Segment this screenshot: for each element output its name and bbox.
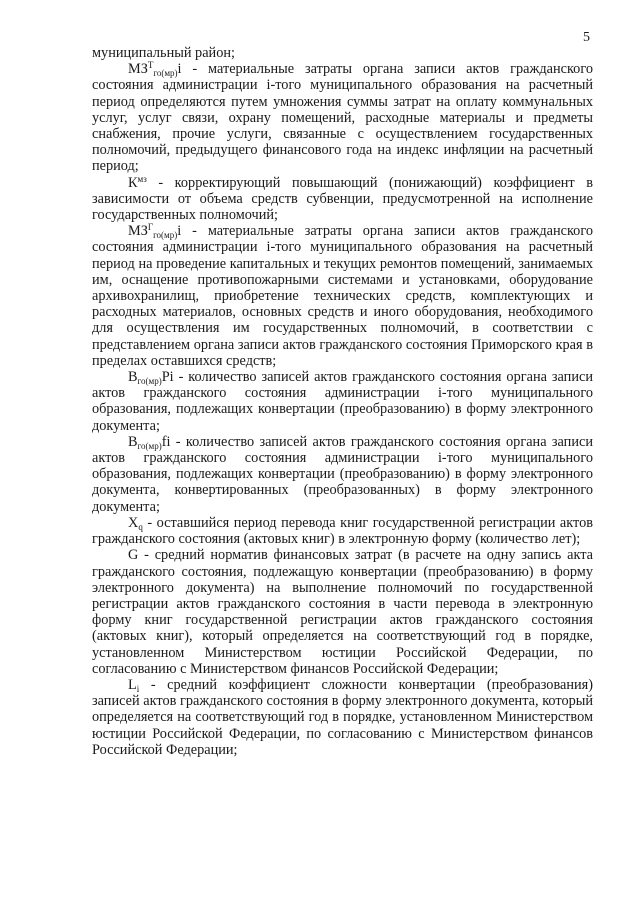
paragraph-8	[92, 677, 593, 758]
symbol-tail: fi	[161, 433, 171, 450]
subscript: го(мр)	[153, 68, 178, 79]
paragraph-7	[92, 547, 593, 677]
symbol: В	[128, 433, 138, 450]
symbol: L	[128, 676, 137, 693]
definition: - средний коэффициент сложности конвертации (преобразования) записей актов гражданского состояния в форму электронного документа, который определяется на соответствующий год в порядке, установленном Министерством юстиции Российской Федерации, по согласованию с Министерством финансов Российской Федерации;	[92, 676, 593, 758]
subscript: i	[136, 683, 140, 694]
subscript: q	[138, 521, 143, 532]
symbol: К	[128, 174, 138, 191]
symbol-tail: i	[177, 61, 182, 78]
symbol-tail: i	[177, 223, 182, 240]
subscript: го(мр)	[137, 440, 162, 451]
symbol: X	[128, 514, 139, 531]
definition: - средний норматив финансовых затрат (в расчете на одну запись акта гражданского состояния, подлежащую конвертации (преобразованию) в форму электронного документа) на выполнение полномочий по государственной регистрации актов гражданского состояния в части перевода в электронную форму книг государственной регистрации актов гражданского состояния (актовых книг), который определяется на соответствующий год в порядке, установленном Министерством юстиции Российской Федерации, по согласованию с Министерством финансов Российской Федерации;	[92, 547, 593, 677]
paragraph-0: муниципальный район;	[92, 45, 235, 61]
body-text	[92, 45, 593, 758]
paragraph-2	[92, 175, 593, 224]
subscript: го(мр)	[137, 376, 162, 387]
symbol: МЗ	[128, 61, 148, 78]
superscript: Г	[147, 222, 154, 233]
definition: - корректирующий повышающий (понижающий) коэффициент в зависимости от объема средств субвенции, предусмотренной на исполнение государственных полномочий;	[92, 174, 593, 224]
paragraph-4	[92, 369, 593, 434]
subscript: го(мр)	[153, 230, 178, 241]
superscript: мз	[137, 173, 147, 184]
symbol-tail: Pi	[161, 369, 174, 386]
definition: - оставшийся период перевода книг государственной регистрации актов гражданского состояния (актовых книг) в электронную форму (количество лет);	[92, 514, 593, 548]
page-number: 5	[583, 30, 590, 45]
paragraph-3	[92, 223, 593, 369]
symbol: МЗ	[128, 223, 148, 240]
paragraph-1	[92, 61, 593, 174]
definition: - материальные затраты органа записи актов гражданского состояния администрации i-того муниципального образования на расчетный период на проведение капитальных и текущих ремонтов помещений, занимаемых им, оснащение противопожарными системами и установками, оборудование архивохранилищ, приобретение технических средств, комплектующих и расходных материалов, основных средств и иного оборудования, необходимого для осуществления им государственных полномочий, в соответствии с представлением органа записи актов гражданского состояния Приморского края в пределах оставшихся средств;	[92, 223, 593, 369]
paragraph-5	[92, 434, 593, 515]
symbol: В	[128, 369, 138, 386]
symbol: G	[128, 547, 139, 564]
definition: - количество записей актов гражданского состояния органа записи актов гражданского состояния администрации i-того муниципального образования, подлежащих конвертации (преобразованию) в форму электронного документа, конвертированных (преобразованных) в форму электронного документа;	[92, 433, 593, 515]
superscript: Т	[147, 60, 154, 71]
definition: - материальные затраты органа записи актов гражданского состояния администрации i-того муниципального образования на расчетный период определяются путем умножения суммы затрат на оплату коммунальных услуг, услуг связи, охрану помещений, расходные материалы и предметы снабжения, прочие услуги, связанные с осуществлением государственных полномочий, предыдущего финансового года на индекс инфляции на расчетный период;	[92, 61, 593, 175]
definition: - количество записей актов гражданского состояния органа записи актов гражданского состояния администрации i-того муниципального образования, подлежащих конвертации (преобразованию) в форму электронного документа;	[92, 369, 593, 434]
paragraph-6	[92, 515, 593, 547]
